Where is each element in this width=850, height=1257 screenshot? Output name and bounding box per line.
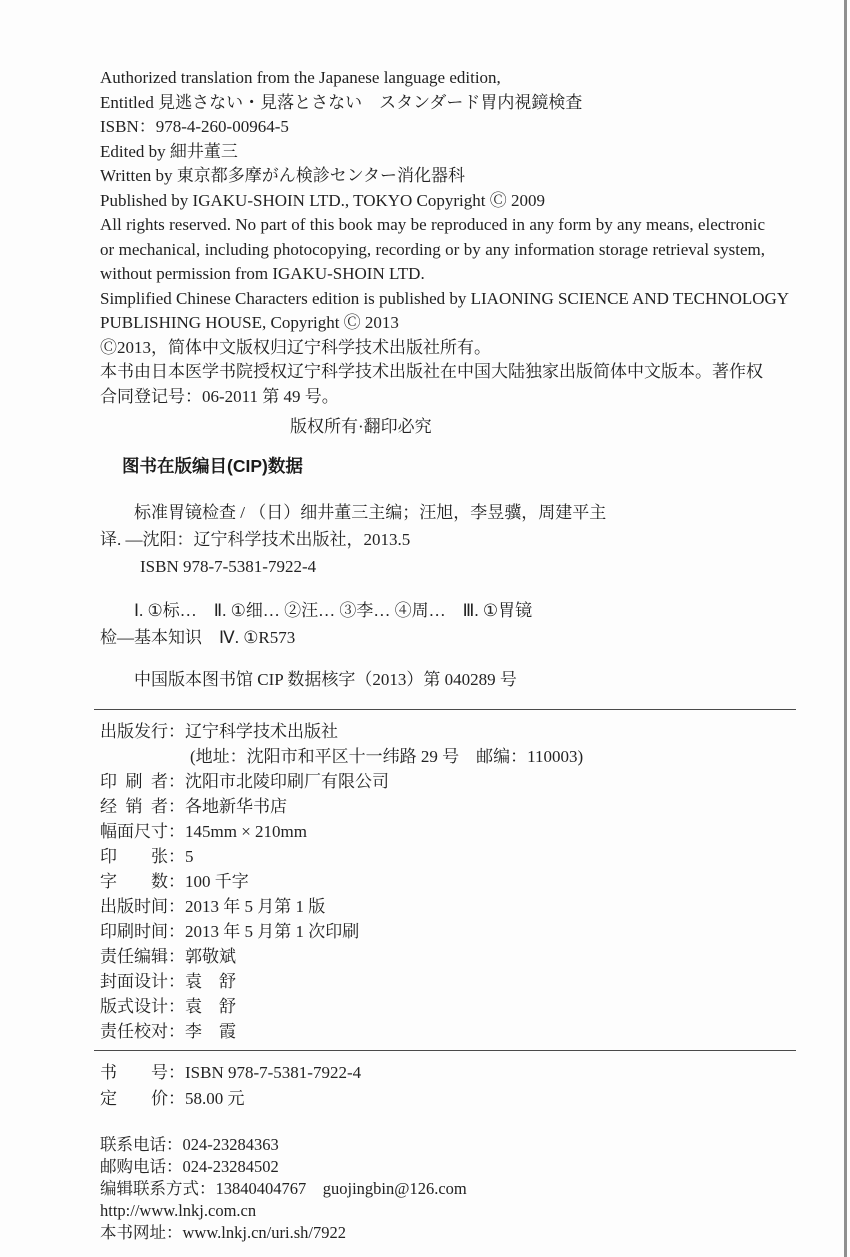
row-separator: ： [199, 1179, 216, 1198]
row-separator: ： [168, 872, 185, 891]
publication-block [100, 719, 765, 1044]
row-label: 封面设计 [100, 972, 168, 991]
contact-row [100, 1156, 765, 1178]
copyright-line-editor: Edited by 細井董三 [100, 141, 238, 161]
row-label: 编辑联系方式 [100, 1179, 199, 1198]
scan-edge-artifact [844, 0, 847, 1257]
row-label: 出版时间 [100, 897, 168, 916]
row-label: 经销者 [100, 797, 168, 816]
publisher-url: http://www.lnkj.com.cn [100, 1201, 257, 1220]
colophon-page [100, 66, 790, 1244]
publisher-address: (地址：沈阳市和平区十一纬路 29 号 邮编：110003) [190, 747, 584, 766]
row-value: 2013 年 5 月第 1 次印刷 [185, 922, 360, 941]
row-value: www.lnkj.cn/uri.sh/7922 [182, 1223, 346, 1242]
publication-row [100, 944, 765, 969]
row-separator: ： [168, 922, 185, 941]
row-value: 58.00 元 [185, 1089, 245, 1108]
registration-number-line: 合同登记号：06-2011 第 49 号。 [100, 386, 339, 406]
row-separator: ： [168, 772, 185, 791]
row-separator: ： [168, 822, 185, 841]
row-value: 袁 舒 [185, 997, 236, 1016]
reprint-notice: 版权所有·翻印必究 [290, 417, 432, 436]
row-label: 印刷者 [100, 772, 168, 791]
cip-classification-line: 检—基本知识 Ⅳ. ①R573 [100, 628, 296, 647]
cip-description-block [100, 499, 765, 580]
row-value: 13840404767 guojingbin@126.com [215, 1179, 467, 1198]
cip-publisher-line: 译. —沈阳：辽宁科学技术出版社，2013.5 [100, 530, 411, 549]
row-value: 024-23284502 [182, 1157, 279, 1176]
row-label: 责任校对 [100, 1022, 168, 1041]
row-label: 邮购电话 [100, 1157, 166, 1176]
row-label: 书号 [100, 1063, 168, 1082]
chinese-edition-line: PUBLISHING HOUSE, Copyright Ⓒ 2013 [100, 313, 399, 332]
price-block [100, 1060, 765, 1112]
row-separator: ： [168, 897, 185, 916]
row-label: 定价 [100, 1089, 168, 1108]
book-number-row [100, 1060, 765, 1086]
row-label: 责任编辑 [100, 947, 168, 966]
row-label: 字数 [100, 872, 168, 891]
contact-block [100, 1134, 765, 1244]
rights-statement-line: All rights reserved. No part of this book may be reproduced in any form by any means, electronic [100, 215, 765, 234]
publication-row [100, 769, 765, 794]
cip-classification-line: Ⅰ. ①标… Ⅱ. ①细… ②汪… ③李… ④周… Ⅲ. ①胃镜 [134, 601, 533, 620]
rights-statement-line: without permission from IGAKU-SHOIN LTD. [100, 264, 425, 283]
row-separator: ： [168, 1089, 185, 1108]
row-value: 100 千字 [185, 872, 249, 891]
row-value: 5 [185, 847, 194, 866]
row-separator: ： [166, 1135, 183, 1154]
row-value: 李 霞 [185, 1022, 236, 1041]
contact-row [100, 1134, 765, 1156]
publication-row [100, 1019, 765, 1044]
cip-title-line: 标准胃镜检查 / （日）细井董三主编；汪旭，李昱骥，周建平主 [134, 503, 607, 522]
row-label: 本书网址 [100, 1223, 166, 1242]
copyright-line-author: Written by 東京都多摩がん検診センター消化器科 [100, 166, 466, 185]
row-label: 幅面尺寸 [100, 822, 168, 841]
row-value: 145mm × 210mm [185, 822, 307, 841]
chinese-copyright-line: Ⓒ2013，简体中文版权归辽宁科学技术出版社所有。 [100, 337, 491, 357]
row-separator: ： [168, 947, 185, 966]
row-value: 郭敬斌 [185, 947, 236, 966]
divider-rule-bottom [94, 1050, 796, 1051]
contact-row [100, 1178, 765, 1200]
publication-row [100, 869, 765, 894]
row-separator: ： [168, 1022, 185, 1041]
row-value: 辽宁科学技术出版社 [185, 722, 338, 741]
row-label: 联系电话 [100, 1135, 166, 1154]
row-label: 印刷时间 [100, 922, 168, 941]
publication-row [100, 819, 765, 844]
price-row [100, 1086, 765, 1112]
cip-heading: 图书在版编目(CIP)数据 [122, 456, 303, 476]
cip-isbn-line: ISBN 978-7-5381-7922-4 [140, 557, 317, 576]
copyright-block [100, 66, 790, 409]
cip-record-number: 中国版本图书馆 CIP 数据核字（2013）第 040289 号 [134, 670, 517, 689]
rights-statement-line: or mechanical, including photocopying, recording or by any information storage retrieval system, [100, 239, 765, 259]
row-value: 024-23284363 [182, 1135, 279, 1154]
publication-row [100, 794, 765, 819]
cip-classification-block [100, 597, 765, 651]
publication-row [100, 844, 765, 869]
row-separator: ： [168, 1063, 185, 1082]
row-separator: ： [166, 1157, 183, 1176]
row-separator: ： [166, 1223, 183, 1242]
publication-row [100, 994, 765, 1019]
row-value: ISBN 978-7-5381-7922-4 [185, 1063, 362, 1082]
row-label: 出版发行 [100, 722, 168, 741]
copyright-line-publisher-jp: Published by IGAKU-SHOIN LTD., TOKYO Copyright Ⓒ 2009 [100, 190, 545, 210]
row-separator: ： [168, 722, 185, 741]
row-label: 版式设计 [100, 997, 168, 1016]
copyright-line-isbn-jp: ISBN：978-4-260-00964-5 [100, 117, 289, 136]
copyright-line: Authorized translation from the Japanese language edition, [100, 68, 501, 87]
publication-row [100, 894, 765, 919]
row-value: 2013 年 5 月第 1 版 [185, 897, 326, 916]
row-value: 各地新华书店 [185, 797, 287, 816]
row-separator: ： [168, 997, 185, 1016]
publication-row [100, 919, 765, 944]
row-label: 印张 [100, 847, 168, 866]
divider-rule-top [94, 709, 796, 710]
chinese-edition-line: Simplified Chinese Characters edition is published by LIAONING SCIENCE AND TECHNOLOGY [100, 288, 790, 308]
row-separator: ： [168, 972, 185, 991]
license-line: 本书由日本医学书院授权辽宁科学技术出版社在中国大陆独家出版简体中文版本。著作权 [100, 362, 763, 381]
row-separator: ： [168, 797, 185, 816]
copyright-line: Entitled 見逃さない・見落とさない スタンダード胃内視鏡検査 [100, 92, 583, 112]
row-separator: ： [168, 847, 185, 866]
contact-row [100, 1222, 765, 1244]
row-value: 袁 舒 [185, 972, 236, 991]
publication-row [100, 719, 765, 744]
publication-row [100, 969, 765, 994]
row-value: 沈阳市北陵印刷厂有限公司 [185, 772, 389, 791]
